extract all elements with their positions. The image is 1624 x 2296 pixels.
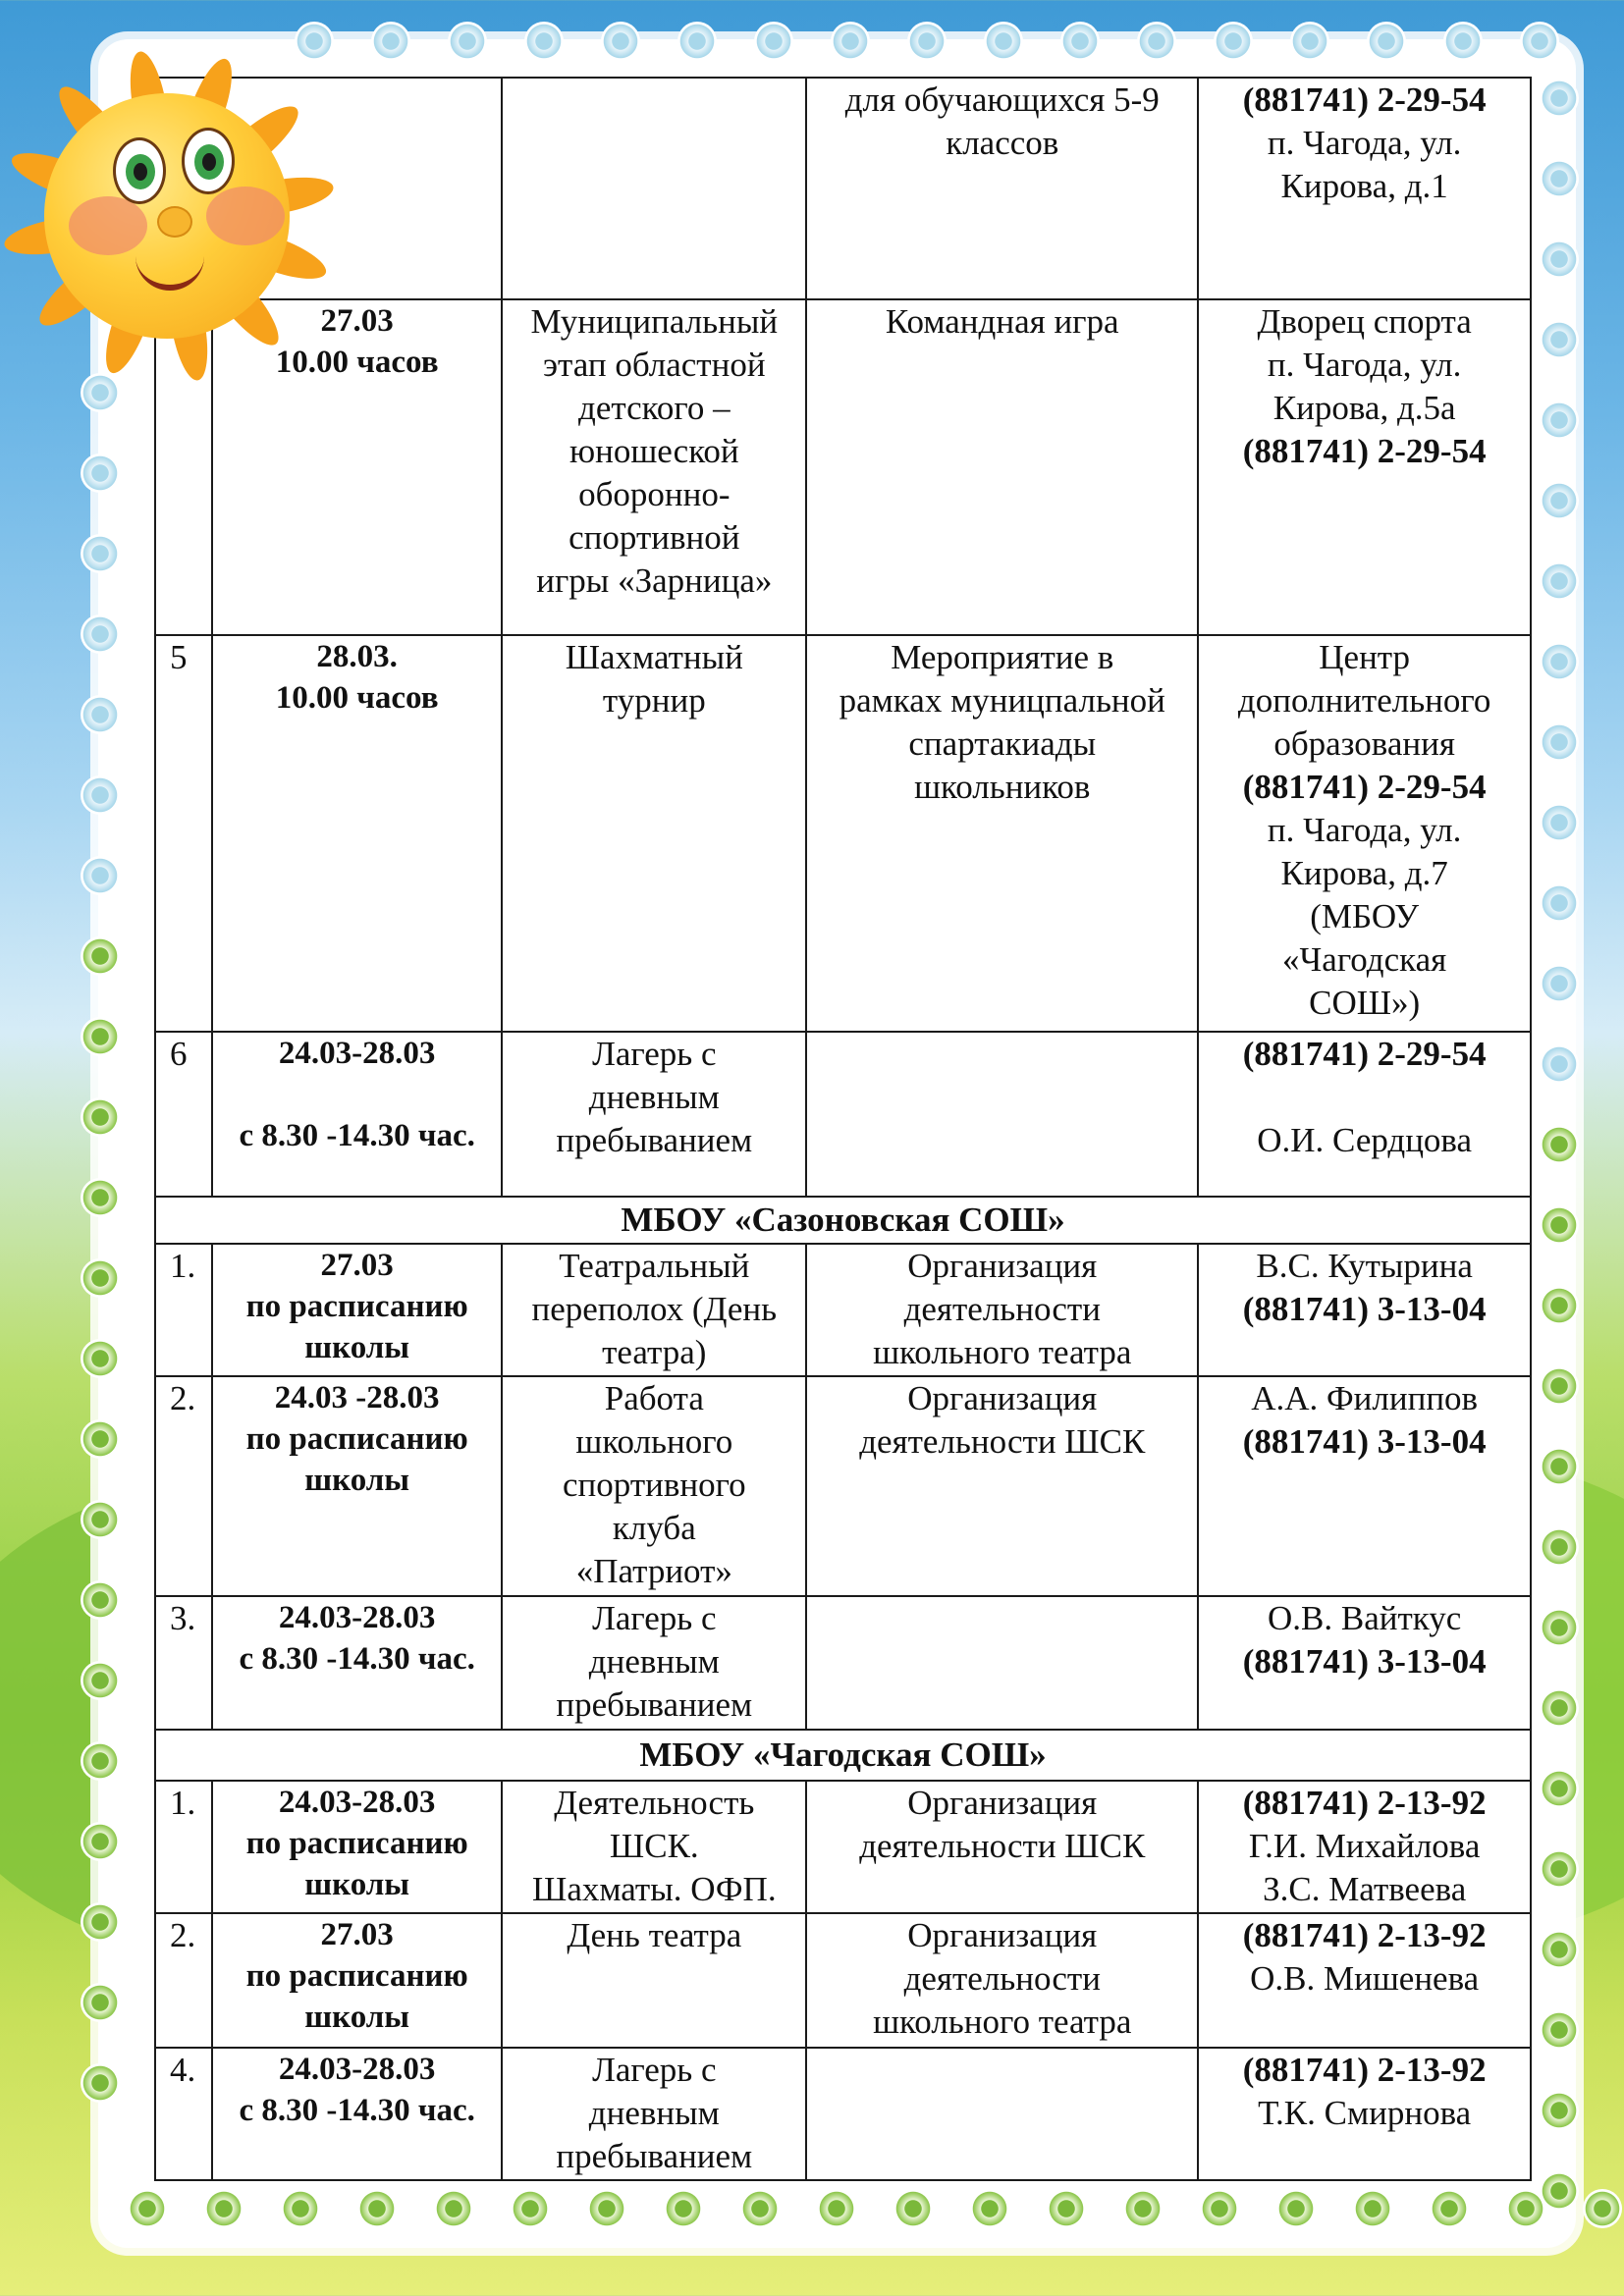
contact-cell [1198,1781,1531,1913]
cell-line: (МБОУ [1310,897,1420,935]
cell-line: «Патриот» [575,1552,732,1590]
cell-line: 24.03-28.03 [278,1600,436,1635]
cell-line: деятельности [903,1290,1101,1328]
cell-line: школьного [575,1422,733,1461]
top-border-decoration [295,22,1559,61]
cell-line: школьного театра [873,2002,1132,2041]
form-cell [806,1376,1198,1596]
cell-line: с 8.30 -14.30 час. [239,1641,475,1677]
cell-line: театра) [602,1333,707,1371]
cell-line: пребыванием [556,1121,753,1159]
cell-line: классов [946,124,1059,162]
form-cell [806,1913,1198,2048]
cell-line: О.И. Сердцова [1257,1121,1473,1159]
event-cell [502,1032,806,1197]
cell-line: школы [304,1463,410,1498]
event-cell [502,635,806,1032]
cell-line: по расписанию [245,1289,468,1324]
cell-line: З.С. Матвеева [1263,1870,1467,1908]
cell-line: детского – [578,389,731,427]
cell-line: п. Чагода, ул. [1267,346,1462,384]
cell-line: СОШ») [1309,984,1421,1022]
date-cell [212,1781,502,1913]
table-row [155,1376,1531,1596]
cell-line: школьников [914,768,1091,806]
table-row [155,635,1531,1032]
cell-line: Шахматный [565,638,743,676]
row-number: 4. [155,2048,212,2180]
event-cell [502,78,806,299]
table-row [155,1244,1531,1376]
cell-line: (881741) 2-29-54 [1242,80,1487,119]
cell-line: Шахматы. ОФП. [532,1870,777,1908]
cell-line: (881741) 3-13-04 [1242,1642,1487,1681]
cell-line: 28.03. [316,639,398,674]
cell-line: п. Чагода, ул. [1267,124,1462,162]
cell-line: деятельности ШСК [859,1422,1146,1461]
cell-line: деятельности ШСК [859,1827,1146,1865]
row-number: 6 [155,1032,212,1197]
form-cell [806,2048,1198,2180]
schedule-table [154,77,1532,2181]
section-header-row [155,1730,1531,1781]
contact-cell [1198,1913,1531,2048]
cell-line: Организация [907,1916,1098,1954]
cell-line: Лагерь с [592,1035,717,1073]
table-row [155,78,1531,299]
cell-line: Театральный [559,1247,750,1285]
row-number: 2. [155,1376,212,1596]
section-header-row [155,1197,1531,1244]
event-cell [502,1781,806,1913]
cell-line: Кирова, д.5а [1272,389,1456,427]
cell-line: ШСК. [609,1827,699,1865]
cell-line: Т.К. Смирнова [1258,2094,1472,2132]
cell-line: Г.И. Михайлова [1248,1827,1481,1865]
row-number: 5 [155,635,212,1032]
cell-line: этап областной [543,346,766,384]
contact-cell [1198,78,1531,299]
cell-line: с 8.30 -14.30 час. [239,1118,475,1153]
cell-line: 27.03 [320,1917,394,1952]
cell-line: школьного театра [873,1333,1132,1371]
cell-line: пребыванием [556,1685,753,1724]
cell-line: 24.03-28.03 [278,2052,436,2087]
cell-line: юношеской [568,432,739,470]
cell-line: 10.00 часов [275,680,439,716]
event-cell [502,1376,806,1596]
cell-line: А.А. Филиппов [1251,1379,1479,1417]
left-border-decoration [81,373,120,2103]
cell-line: «Чагодская [1282,940,1447,979]
row-number: 1. [155,1781,212,1913]
cell-line: Организация [907,1247,1098,1285]
cell-line: 24.03-28.03 [278,1036,436,1071]
right-border-decoration [1540,79,1579,2211]
event-cell [502,1244,806,1376]
date-cell [212,1032,502,1197]
cell-line [219,1074,495,1115]
cell-line: с 8.30 -14.30 час. [239,2093,475,2128]
cell-line: школы [304,1867,410,1902]
cell-line: Дворец спорта [1257,302,1472,341]
cell-line: клуба [612,1509,696,1547]
contact-cell [1198,1596,1531,1730]
cell-line: (881741) 2-29-54 [1242,432,1487,470]
cell-line: дополнительного [1237,681,1491,720]
date-cell [212,1244,502,1376]
contact-cell [1198,1376,1531,1596]
row-number: 2. [155,1913,212,2048]
contact-cell [1198,299,1531,635]
form-cell [806,1596,1198,1730]
cell-line: Лагерь с [592,1599,717,1637]
cell-line: 10.00 часов [275,345,439,380]
cell-line: пребыванием [556,2137,753,2175]
cell-line: (881741) 2-29-54 [1242,768,1487,806]
cell-line: Командная игра [885,302,1119,341]
cell-line: по расписанию [245,1958,468,1994]
cell-line: (881741) 2-29-54 [1242,1035,1487,1073]
table-row [155,299,1531,635]
cell-line: (881741) 2-13-92 [1242,2051,1487,2089]
cell-line: 24.03 -28.03 [274,1380,440,1415]
date-cell [212,2048,502,2180]
cell-line: спортивной [568,518,740,557]
cell-line: турнир [602,681,706,720]
cell-line: игры «Зарница» [536,561,773,600]
cell-line: спартакиады [908,724,1097,763]
cell-line: Центр [1319,638,1411,676]
cell-line: (881741) 3-13-04 [1242,1290,1487,1328]
cell-line: (881741) 3-13-04 [1242,1422,1487,1461]
cell-line: Мероприятие в [891,638,1114,676]
cell-line: школы [304,2000,410,2035]
cell-line: Кирова, д.7 [1280,854,1448,892]
event-cell [502,299,806,635]
cell-line: (881741) 2-13-92 [1242,1916,1487,1954]
cell-line: переполох (День [531,1290,778,1328]
cell-line: Кирова, д.1 [1280,167,1448,205]
date-cell [212,1913,502,2048]
cell-line: День театра [567,1916,742,1954]
cell-line: п. Чагода, ул. [1267,811,1462,849]
cell-line: по расписанию [245,1826,468,1861]
table-row [155,1032,1531,1197]
cell-line: дневным [588,2094,720,2132]
section-title: МБОУ «Сазоновская СОШ» [155,1197,1531,1244]
form-cell [806,299,1198,635]
event-cell [502,2048,806,2180]
cell-line: Организация [907,1379,1098,1417]
cell-line: школы [304,1330,410,1365]
date-cell [212,635,502,1032]
form-cell [806,1781,1198,1913]
row-number: 1. [155,1244,212,1376]
contact-cell [1198,1244,1531,1376]
sun-illustration [20,69,314,363]
cell-line: Работа [604,1379,704,1417]
cell-line: деятельности [903,1959,1101,1998]
bottom-border-decoration [128,2189,1622,2228]
cell-line: оборонно- [578,475,731,513]
cell-line: О.В. Мишенева [1250,1959,1480,1998]
form-cell [806,635,1198,1032]
cell-line [1205,1076,1524,1119]
cell-line: для обучающихся 5-9 [844,80,1160,119]
cell-line: дневным [588,1642,720,1681]
table-row [155,1596,1531,1730]
table-row [155,2048,1531,2180]
event-cell [502,1913,806,2048]
cell-line: Лагерь с [592,2051,717,2089]
row-number: 3. [155,1596,212,1730]
cell-line: (881741) 2-13-92 [1242,1784,1487,1822]
event-cell [502,1596,806,1730]
cell-line: дневным [588,1078,720,1116]
cell-line: 27.03 [320,1248,394,1283]
contact-cell [1198,1032,1531,1197]
contact-cell [1198,2048,1531,2180]
cell-line: 24.03-28.03 [278,1785,436,1820]
cell-line: Деятельность [554,1784,755,1822]
cell-line: Организация [907,1784,1098,1822]
table-row [155,1913,1531,2048]
form-cell [806,1032,1198,1197]
section-title: МБОУ «Чагодская СОШ» [155,1730,1531,1781]
table-row [155,1781,1531,1913]
cell-line: О.В. Вайткус [1267,1599,1462,1637]
cell-line: 27.03 [320,303,394,339]
cell-line: В.С. Кутырина [1256,1247,1473,1285]
date-cell [212,1596,502,1730]
cell-line: по расписанию [245,1421,468,1457]
cell-line: Муниципальный [530,302,779,341]
form-cell [806,78,1198,299]
contact-cell [1198,635,1531,1032]
form-cell [806,1244,1198,1376]
cell-line: образования [1273,724,1455,763]
date-cell [212,1376,502,1596]
cell-line: рамках муницпальной [839,681,1165,720]
cell-line: спортивного [563,1466,746,1504]
